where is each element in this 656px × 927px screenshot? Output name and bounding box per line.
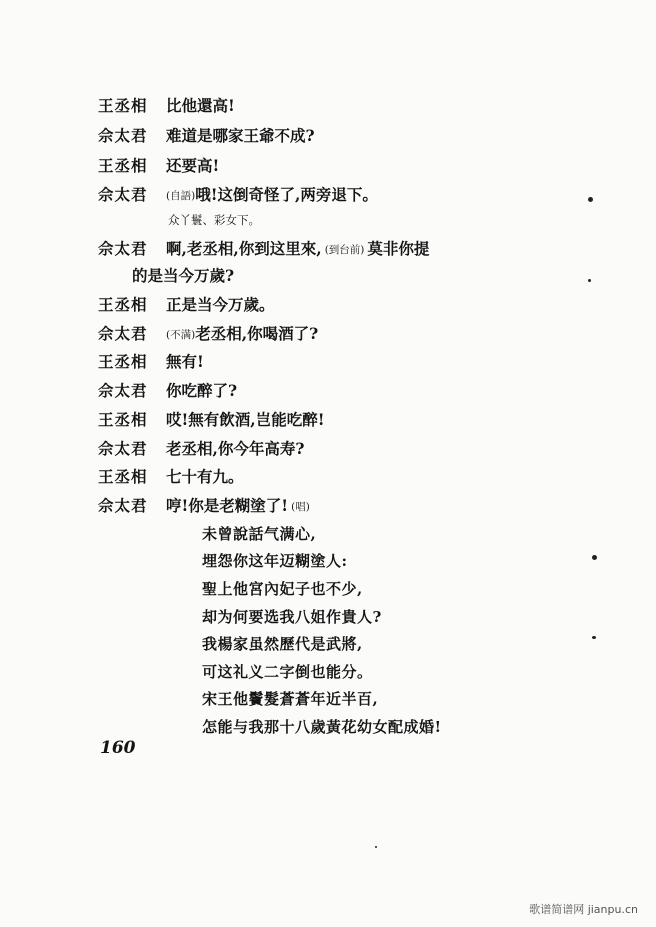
speech-text: 啊,老丞相,你到这里來, [166,239,322,258]
dialogue-text [166,156,219,176]
speck [588,197,593,202]
verse-text: 宋王他鬢髮蒼蒼年近半百, [202,690,379,708]
speaker-name: 佘太君 [98,496,148,515]
dialogue-text [166,324,318,345]
verse-text: 我楊家虽然歷代是武將, [202,635,363,653]
speech-text: 哦!这倒奇怪了,两旁退下。 [195,185,378,204]
stage-direction: (自語) [166,190,196,202]
page-number: 160 [100,738,136,758]
dialogue-text [166,410,325,430]
speech-text: 正是当今万歲。 [166,295,275,314]
verse-text: 未曾說話气满心, [202,525,317,543]
speaker-name: 王丞相 [98,156,148,175]
stage-direction: (唱) [291,501,310,513]
speaker-name: 佘太君 [98,185,148,204]
continuation-text: 的是当今万歲? [132,266,235,285]
speech-text: 难道是哪家王爺不成? [166,126,315,145]
dialogue-text [166,352,204,372]
speaker-name: 王丞相 [98,295,148,314]
verse-text: 聖上他宮內妃子也不少, [202,580,363,598]
dialogue-text [166,295,275,315]
speaker-name: 佘太君 [98,439,148,458]
verse-text: 可这礼义二字倒也能分。 [202,663,373,681]
speech-text: 哼!你是老糊塗了! [166,496,289,515]
dialogue-text [166,467,244,487]
speaker-name: 佘太君 [98,126,148,145]
speech-text: 哎!無有飲酒,岂能吃醉! [166,410,325,429]
dialogue-text [166,239,429,260]
speaker-name: 王丞相 [98,352,148,371]
dialogue-text [166,185,378,206]
speaker-name: 佘太君 [98,239,148,258]
stage-direction: (不满) [166,329,196,341]
dialogue-text [166,439,304,459]
speech-text: 比他還高! [166,96,235,115]
dialogue-text [166,496,313,517]
speech-text: 無有! [166,352,204,371]
speaker-name: 王丞相 [98,96,148,115]
dialogue-text [166,126,315,146]
speaker-name: 王丞相 [98,467,148,486]
speech-text: 老丞相,你喝酒了? [195,324,319,343]
speck [592,555,597,560]
speaker-name: 佘太君 [98,324,148,343]
speech-text: 莫非你提 [367,239,430,258]
speech-text: 你吃醉了? [166,381,238,400]
speech-text: 老丞相,你今年高寿? [166,439,305,458]
verse-text: 埋怨你这年迈糊塗人: [202,552,348,570]
speaker-name: 佘太君 [98,381,148,400]
stage-direction: (到台前) [324,244,365,256]
speech-text: 七十有九。 [166,467,244,486]
stage-note: 众丫鬟、彩女下。 [168,213,260,227]
dialogue-text [166,381,237,401]
watermark: 歌谱简谱网 jianpu.cn [529,903,638,916]
dialogue-text [166,96,235,116]
speech-text: 还要高! [166,156,220,175]
speck [592,636,596,639]
speck [588,279,591,282]
verse-text: 怎能与我那十八歲黃花幼女配成婚! [202,718,442,736]
speck [375,846,377,848]
speaker-name: 王丞相 [98,410,148,429]
verse-text: 却为何要选我八姐作貴人? [202,608,382,626]
